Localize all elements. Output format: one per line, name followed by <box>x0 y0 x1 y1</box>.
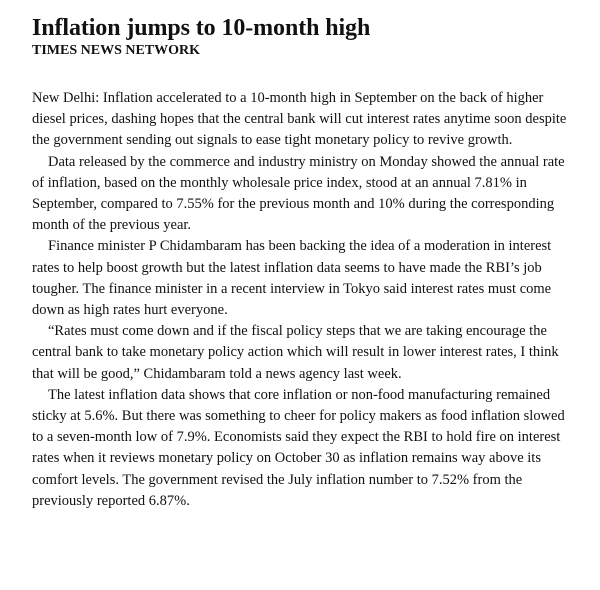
article-header <box>32 14 572 59</box>
article-paragraph-2: Data released by the commerce and industry ministry on Monday showed the annual rate of inflation, based on the monthly wholesale price index, stood at an annual 7.81% in September, compared to 7.55% for the previous month and 10% during the corresponding month of the previous year. <box>32 153 565 234</box>
article-paragraph-4: “Rates must come down and if the fiscal policy steps that we are taking encourage the central bank to take monetary policy action which will result in lower interest rates, I think that will be good,” Chidambaram told a news agency last week. <box>32 323 559 382</box>
article-paragraph-5: The latest inflation data shows that core inflation or non-food manufacturing remained sticky at 5.6%. But there was something to cheer for policy makers as food inflation slowed to a seven-month low of 7.9%. Economists said they expect the RBI to hold fire on interest rates when it reviews monetary policy on October 30 as inflation remains way above its comfort levels. The government revised the July inflation number to 7.52% from the previously reported 6.87%. <box>32 386 565 509</box>
article-body <box>32 88 572 512</box>
article-paragraph-1: New Delhi: Inflation accelerated to a 10-month high in September on the back of higher diesel prices, dashing hopes that the central bank will cut interest rates anytime soon despite the government sending out signals to ease tight monetary policy to revive growth. <box>32 90 567 149</box>
article-headline: Inflation jumps to 10-month high <box>32 15 371 41</box>
article-byline: TIMES NEWS NETWORK <box>32 43 201 58</box>
article-paragraph-3: Finance minister P Chidambaram has been backing the idea of a moderation in interest rates to help boost growth but the latest inflation data seems to have made the RBI’s job tougher. The finance minister in a recent interview in Tokyo said interest rates must come down as high rates hurt everyone. <box>32 238 552 319</box>
